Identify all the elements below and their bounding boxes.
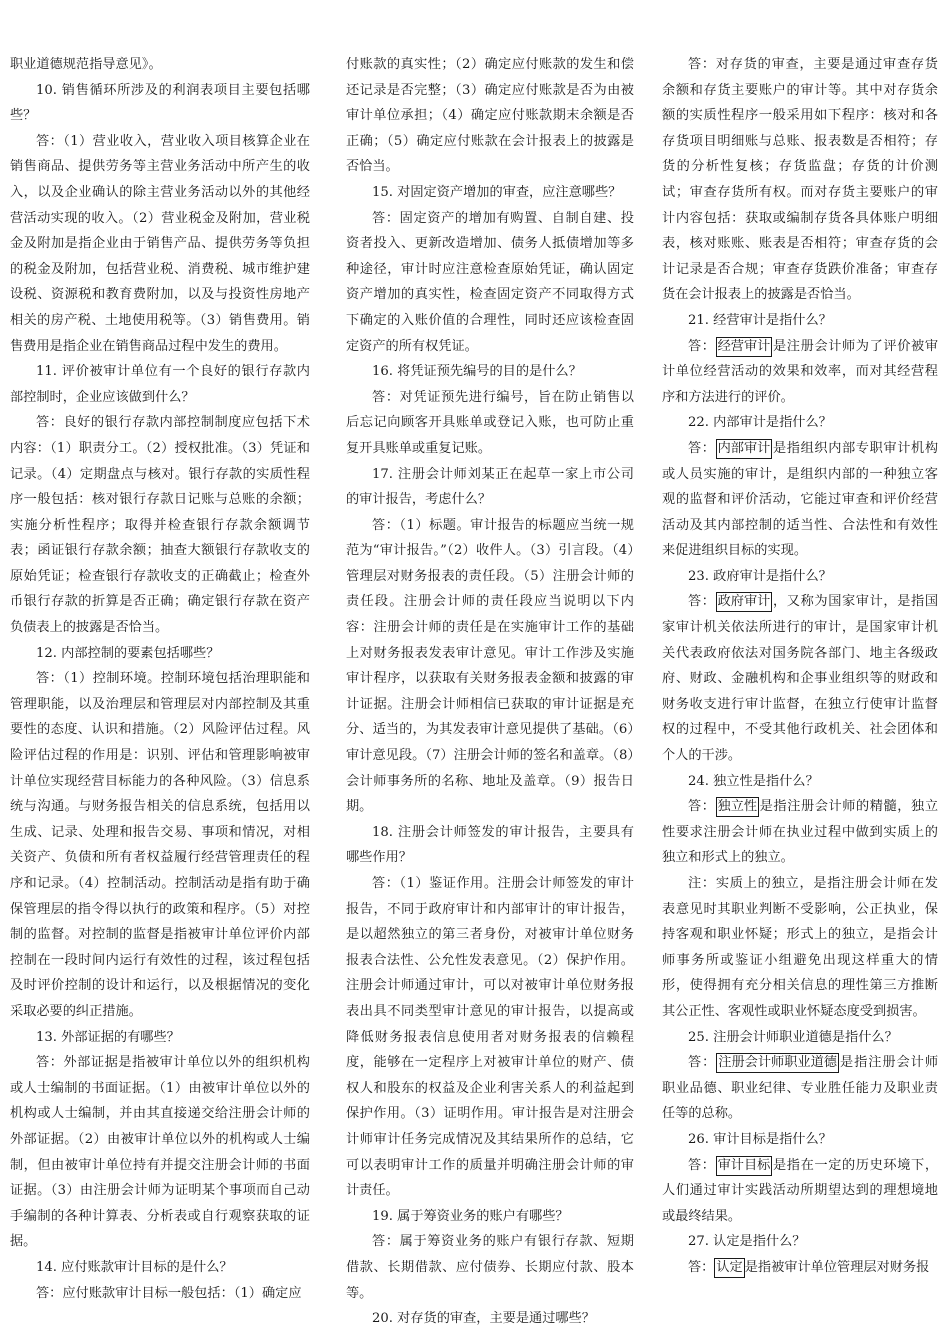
- boxed-term-assertion: 认定: [714, 1258, 744, 1278]
- answer-12: 答：（1）控制环境。控制环境包括治理职能和管理职能，以及治理层和管理层对内部控制及其重要性的态度、认识和措施。（2）风险评估过程。风险评估过程的作用是：识别、评估和管理影响被审计单位实现经营目标能力的各种风险。（3）信息系统与沟通。与财务报告相关的信息系统，包括用以生成、记录、处理和报告交易、事项和情况，对相关资产、负债和所有者权益履行经营管理责任的程序和记录。（4）控制活动。控制活动是指有助于确保管理层的指令得以执行的政策和程序。（5）对控制的监督。对控制的监督是指被审计单位评价内部控制在一段时间内运行有效性的过程，该过程包括及时评价控制的设计和运行，以及根据情况的变化采取必要的纠正措施。: [10, 671, 310, 1019]
- column-left: [10, 52, 310, 1337]
- question-26: 26. 审计目标是指什么？: [688, 1131, 832, 1147]
- boxed-term-operational-audit: 经营审计: [716, 337, 773, 357]
- question-11: 11. 评价被审计单位有一个良好的银行存款内部控制时，企业应该做到什么？: [10, 364, 310, 405]
- answer-10: 答：（1）营业收入，营业收入项目核算企业在销售商品、提供劳务等主营业务活动中所产生的收入，以及企业确认的除主营业务活动以外的其他经营活动实现的收入。（2）营业税金及附加，营业税金及附加是指企业由于销售产品、提供劳务等负担的税金及附加，包括营业税、消费税、城市维护建设税、资源税和教育费附加，以及与投资性房地产相关的房产税、土地使用税等。（3）销售费用。销售费用是指企业在销售商品过程中发生的费用。: [10, 133, 310, 354]
- answer-26: [662, 1153, 938, 1230]
- column-middle: [346, 52, 634, 1337]
- question-25: 25. 注册会计师职业道德是指什么？: [688, 1029, 898, 1045]
- note-24: 注：实质上的独立，是指注册会计师在发表意见时其职业判断不受影响，公正执业，保持客观和职业怀疑；形式上的独立，是指会计师事务所或鉴证小组避免出现这样重大的情形，使得拥有充分相关信息的理性第三方推断其公正性、客观性或职业怀疑态度受到损害。: [662, 876, 938, 1019]
- question-15: 15. 对固定资产增加的审查，应注意哪些？: [372, 184, 622, 200]
- question-18: 18. 注册会计师签发的审计报告，主要具有哪些作用？: [346, 824, 634, 866]
- question-16: 16. 将凭证预先编号的目的是什么？: [372, 364, 582, 380]
- boxed-term-government-audit: 政府审计: [716, 592, 773, 612]
- question-27: 27. 认定是指什么？: [688, 1234, 806, 1250]
- question-10: 10. 销售循环所涉及的利润表项目主要包括哪些？: [10, 82, 310, 124]
- boxed-term-audit-objective: 审计目标: [716, 1156, 773, 1176]
- boxed-term-professional-ethics: 注册会计师职业道德: [716, 1053, 839, 1073]
- answer-16: 答：对凭证预先进行编号，旨在防止销售以后忘记向顾客开具账单或登记入账，也可防止重复开具账单或重复记账。: [346, 389, 634, 456]
- answer-22: [662, 436, 938, 564]
- answer-prefix: 答：: [688, 1055, 717, 1071]
- question-12: 12. 内部控制的要素包括哪些？: [36, 645, 220, 661]
- answer-prefix: 答：: [688, 1259, 715, 1275]
- answer-17: 答：（1）标题。审计报告的标题应当统一规范为“审计报告。”（2）收件人。（3）引言段。（4）管理层对财务报表的责任段。（5）注册会计师的责任段。注册会计师的责任段应当说明以下内容：注册会计师的责任是在实施审计工作的基础上对财务报表发表审计意见。审计工作涉及实施审计程序，以获取有关财务报表金额和披露的审计证据。注册会计师相信已获取的审计证据是充分、适当的，为其发表审计意见提供了基础。（6）审计意见段。（7）注册会计师的签名和盖章。（8）会计师事务所的名称、地址及盖章。（9）报告日期。: [346, 517, 634, 815]
- answer-11: 答：良好的银行存款内部控制制度应包括下术内容：（1）职责分工。（2）授权批准。（3）凭证和记录。（4）定期盘点与核对。银行存款的实质性程序一般包括：核对银行存款日记账与总账的余额；实施分析性程序；取得并检查银行存款余额调节表；函证银行存款余额；抽查大额银行存款收支的原始凭证；检查银行存款收支的正确截止；检查外币银行存款的折算是否正确；确定银行存款在资产负债表上的披露是否恰当。: [10, 415, 310, 636]
- question-14: 14. 应付账款审计目标的是什么？: [36, 1259, 233, 1275]
- answer-15: 答：固定资产的增加有购置、自制自建、投资者投入、更新改造增加、债务人抵债增加等多种途径，审计时应注意检查原始凭证，确认固定资产增加的真实性，检查固定资产不同取得方式下确定的入账价值的合理性，同时还应该检查固定资产的所有权凭证。: [346, 210, 634, 354]
- answer-13: 答：外部证据是指被审计单位以外的组织机构或人士编制的书面证据。（1）由被审计单位以外的机构或人士编制，并由其直接递交给注册会计师的外部证据。（2）由被审计单位以外的机构或人士编制，但由被审计单位持有并提交注册会计师的书面证据。（3）由注册会计师为证明某个事项而自己动手编制的各种计算表、分析表或自行观察获取的证据。: [10, 1055, 310, 1250]
- question-19: 19. 属于筹资业务的账户有哪些？: [372, 1208, 569, 1224]
- answer-21: [662, 334, 938, 411]
- answer-text: 是指注册会计师职业品德、职业纪律、专业胜任能力及职业责任等的总称。: [662, 1055, 938, 1122]
- answer-text: 是指在一定的历史环境下，人们通过审计实践活动所期望达到的理想境地或最终结果。: [662, 1157, 938, 1224]
- answer-18: 答：（1）鉴证作用。注册会计师签发的审计报告，不同于政府审计和内部审计的审计报告，是以超然独立的第三者身份，对被审计单位财务报表合法性、公允性发表意见。（2）保护作用。注册会计师通过审计，可以对被审计单位财务报表出具不同类型审计意见的审计报告，以提高或降低财务报表信息使用者对财务报表的信赖程度，能够在一定程序上对被审计单位的财产、债权人和股东的权益及企业利害关系人的利益起到保护作用。（3）证明作用。审计报告是对注册会计师审计任务完成情况及其结果所作的总结，它可以表明审计工作的质量并明确注册会计师的审计责任。: [346, 876, 634, 1199]
- question-20: 20. 对存货的审查，主要是通过哪些？: [372, 1311, 595, 1327]
- answer-text: 是指注册会计师的精髓，独立性要求注册会计师在执业过程中做到实质上的独立和形式上的独立。: [662, 799, 938, 866]
- paragraph-continuation: 职业道德规范指导意见》。: [10, 57, 162, 72]
- question-24: 24. 独立性是指什么？: [688, 773, 819, 789]
- answer-prefix: 答：: [688, 799, 716, 815]
- answer-prefix: 答：: [688, 338, 716, 354]
- question-21: 21. 经营审计是指什么？: [688, 312, 832, 328]
- answer-prefix: 答：: [688, 440, 716, 456]
- answer-14: 答：应付账款审计目标一般包括：（1）确定应: [36, 1285, 302, 1301]
- answer-25: [662, 1050, 938, 1127]
- answer-text: 是注册会计师为了评价被审计单位经营活动的效果和效率，而对其经营程序和方法进行的评价。: [662, 338, 938, 405]
- answer-19: 答：属于筹资业务的账户有银行存款、短期借款、长期借款、应付债券、长期应付款、股本等。: [346, 1234, 634, 1301]
- boxed-term-independence: 独立性: [716, 797, 760, 817]
- column-right: [662, 52, 938, 1337]
- answer-14-continuation: 付账款的真实性；（2）确定应付账款的发生和偿还记录是否完整；（3）确定应付账款是否为由被审计单位承担；（4）确定应付账款期末余额是否正确；（5）确定应付账款在会计报表上的披露是否恰当。: [346, 57, 634, 175]
- answer-23: [662, 589, 938, 768]
- question-23: 23. 政府审计是指什么？: [688, 568, 832, 584]
- answer-prefix: 答：: [688, 594, 716, 610]
- question-17: 17. 注册会计师刘某正在起草一家上市公司的审计报告，考虑什么？: [346, 466, 634, 508]
- boxed-term-internal-audit: 内部审计: [716, 439, 773, 459]
- answer-text: 是指被审计单位管理层对财务报: [744, 1259, 930, 1275]
- answer-prefix: 答：: [688, 1157, 716, 1173]
- answer-text: 是指组织内部专职审计机构或人员实施的审计，是组织内部的一种独立客观的监督和评价活动，它能过审查和评价经营活动及其内部控制的适当性、合法性和有效性来促进组织目标的实现。: [662, 440, 938, 559]
- question-22: 22. 内部审计是指什么？: [688, 415, 832, 431]
- answer-24: [662, 794, 938, 871]
- answer-20: 答：对存货的审查，主要是通过审查存货余额和存货主要账户的审计等。其中对存货余额的实质性程序一般采用如下程序：核对和各存货项目明细账与总账、报表数是否相符；存货的分析性复核；存货监盘；存货的计价测试；审查存货所有权。而对存货主要账户的审计内容包括：获取或编制存货各具体账户明细表，核对账账、账表是否相符；审查存货的会计记录是否合规；审查存货跌价准备；审查存货在会计报表上的披露是否恰当。: [662, 57, 938, 303]
- answer-27: [662, 1255, 938, 1281]
- question-13: 13. 外部证据的有哪些？: [36, 1029, 180, 1045]
- answer-text: ，又称为国家审计，是指国家审计机关依法所进行的审计，是国家审计机关代表政府依法对国务院各部门、地主各级政府、财政、金融机构和企事业组织等的财政和财务收支进行审计监督，在独立行使审计监督权的过程中，不受其他行政机关、社会团体和个人的干涉。: [662, 594, 938, 764]
